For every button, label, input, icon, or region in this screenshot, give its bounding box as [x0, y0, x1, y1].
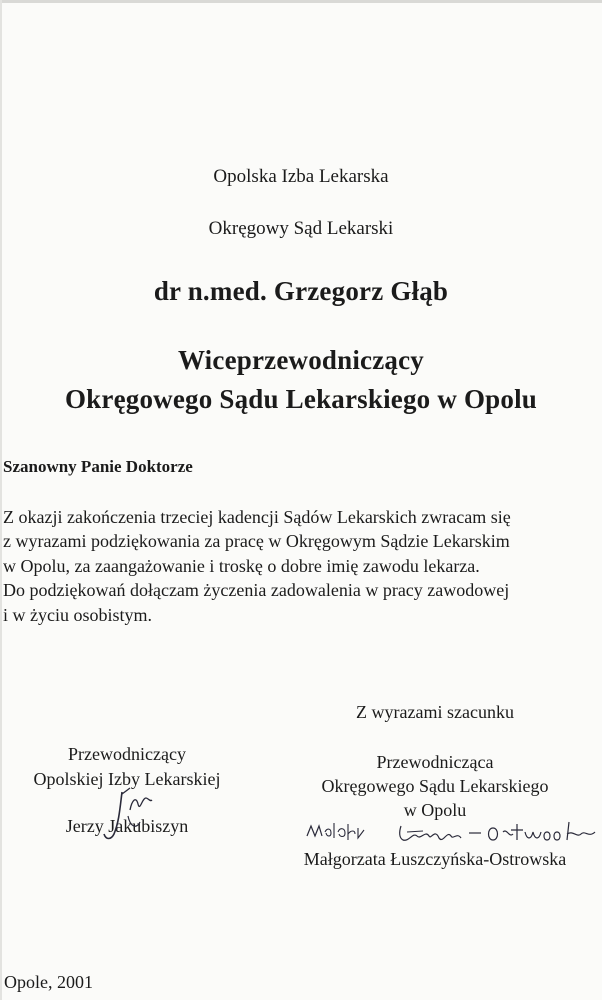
place-date: Opole, 2001 — [4, 972, 93, 992]
greeting: Szanowny Panie Doktorze — [3, 457, 193, 476]
right-handwritten-signature — [303, 818, 601, 848]
body-line: Z okazji zakończenia trzeciej kadencji Sądów Lekarskich zwracam się — [3, 507, 511, 527]
right-role-line3: w Opolu — [403, 800, 467, 820]
recipient-title-line2: Okręgowego Sądu Lekarskiego w Opolu — [64, 384, 538, 414]
right-role-line2: Okręgowego Sądu Lekarskiego — [321, 776, 549, 796]
right-role-line1: Przewodnicząca — [376, 752, 494, 772]
recipient-name: dr n.med. Grzegorz Głąb — [153, 276, 449, 306]
left-handwritten-signature — [100, 786, 162, 846]
left-role-line2: Opolskiej Izby Lekarskiej — [33, 769, 221, 789]
body-line: z wyrazami podziękowania za pracę w Okręgowym Sądzie Lekarskim — [3, 531, 510, 551]
scan-edge-left — [0, 0, 2, 1000]
body-line: i w życiu osobistym. — [3, 605, 152, 625]
right-signatory-name: Małgorzata Łuszczyńska-Ostrowska — [303, 849, 567, 869]
closing-phrase: Z wyrazami szacunku — [356, 702, 514, 722]
left-signatory-name: Jerzy Jakubiszyn — [65, 816, 189, 836]
body-line: w Opolu, za zaangażowanie i troskę o dobre imię zawodu lekarza. — [3, 556, 480, 576]
chamber-name: Opolska Izba Lekarska — [213, 166, 389, 187]
left-role-line1: Przewodniczący — [68, 744, 186, 764]
scan-edge-top — [0, 0, 602, 3]
court-name: Okręgowy Sąd Lekarski — [208, 218, 394, 239]
body-line: Do podziękowań dołączam życzenia zadowalenia w pracy zawodowej — [3, 580, 510, 600]
recipient-title-line1: Wiceprzewodniczący — [177, 345, 425, 375]
